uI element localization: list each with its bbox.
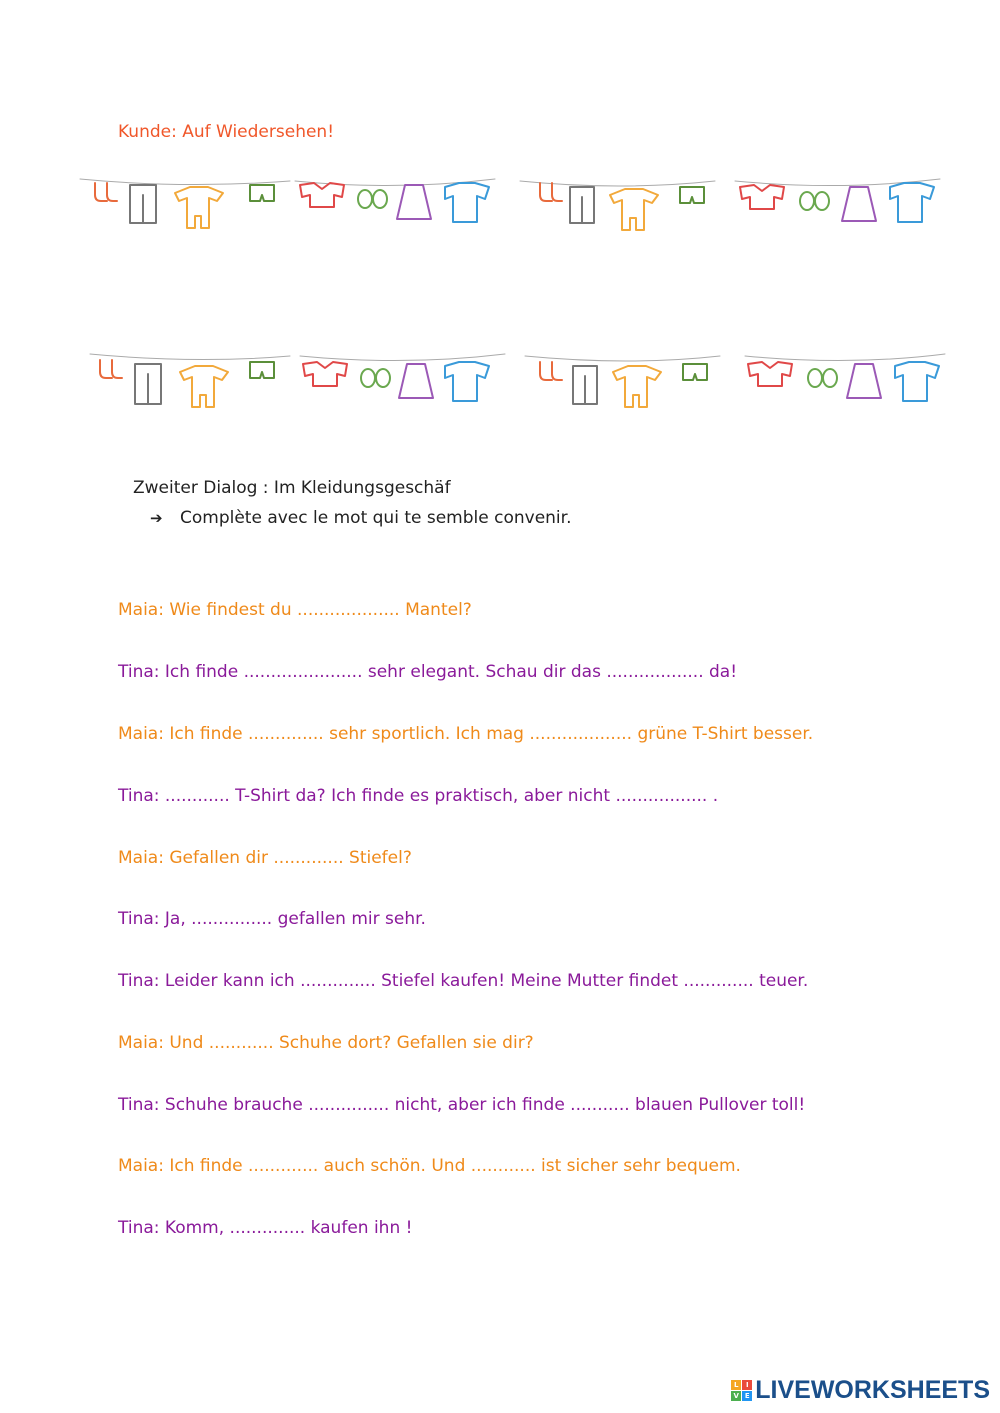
dialogue-line-9: Tina: Schuhe brauche ............... nicht, aber ich finde ........... blauen Pullover toll!	[118, 1095, 806, 1115]
clothesline-illustration-bottom	[85, 340, 955, 415]
instruction-text: Complète avec le mot qui te semble convenir.	[180, 508, 572, 528]
dialogue-line-7: Tina: Leider kann ich .............. Stiefel kaufen! Meine Mutter findet ............. teuer.	[118, 971, 809, 991]
dialogue-line-8: Maia: Und ............ Schuhe dort? Gefallen sie dir?	[118, 1033, 534, 1053]
dialogue-line-4: Tina: ............ T-Shirt da? Ich finde es praktisch, aber nicht ................. .	[118, 786, 719, 806]
dialogue-line-3: Maia: Ich finde .............. sehr sportlich. Ich mag ................... grüne T-Shirt besser.	[118, 724, 814, 744]
exercise-instruction	[150, 508, 571, 528]
logo-wordmark: LIVEWORKSHEETS	[755, 1376, 990, 1404]
clothesline-illustration-top	[75, 165, 945, 240]
exercise-title: Zweiter Dialog : Im Kleidungsgeschäf	[133, 478, 451, 498]
liveworksheets-logo[interactable]	[731, 1376, 990, 1405]
dialogue-line-6: Tina: Ja, ............... gefallen mir sehr.	[118, 909, 426, 929]
dialogue-line-11: Tina: Komm, .............. kaufen ihn !	[118, 1218, 413, 1238]
kunde-line: Kunde: Auf Wiedersehen!	[118, 122, 335, 142]
dialogue-line-10: Maia: Ich finde ............. auch schön. Und ............ ist sicher sehr bequem.	[118, 1156, 741, 1176]
arrow-right-icon: ➔	[150, 509, 163, 527]
dialogue-line-1: Maia: Wie findest du ................... Mantel?	[118, 600, 472, 620]
dialogue-line-5: Maia: Gefallen dir ............. Stiefel?	[118, 848, 412, 868]
dialogue-line-2: Tina: Ich finde ...................... sehr elegant. Schau dir das .................. da!	[118, 662, 738, 682]
logo-blocks-icon: L I V E	[731, 1380, 752, 1401]
